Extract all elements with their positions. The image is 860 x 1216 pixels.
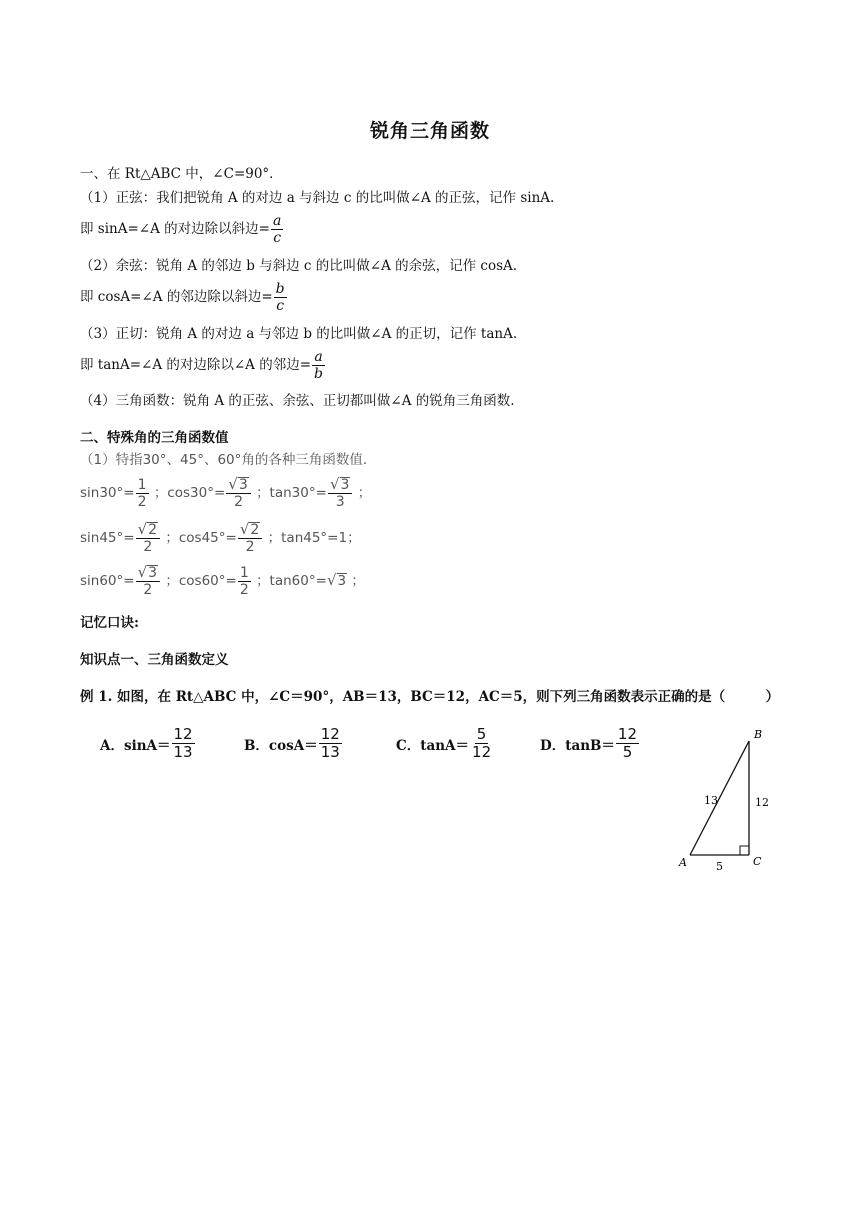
fraction-denominator: 13 [320,743,340,761]
sine-formula-text: 即 sinA=∠A 的对边除以斜边= [80,221,270,237]
page-title: 锐角三角函数 [369,120,490,142]
row-30-degrees [80,476,371,510]
section2-heading: 二、特殊角的三角函数值 [80,430,229,446]
tangent-fraction [312,349,325,382]
radicand: 3 [238,477,248,493]
option-b [244,726,343,761]
option-a [100,726,196,761]
option-d [540,726,640,761]
cos30-label: ；cos30°= [153,485,226,501]
cos45-label: ；cos45°= [165,530,237,546]
trig-function-definition: （4）三角函数：锐角 A 的正弦、余弦、正切都叫做∠A 的锐角三角函数. [80,393,515,409]
row-45-degrees [80,521,361,555]
vertex-c-label: C [753,855,762,868]
tangent-formula-text: 即 tanA=∠A 的对边除以∠A 的邻边= [80,357,312,373]
sqrt-symbol: √ [137,520,148,538]
option-label: B．cosA＝ [244,737,318,754]
row-60-degrees [80,564,365,598]
special-angles-intro: （1）特指30°、45°、60°角的各种三角函数值． [80,452,377,468]
mnemonic-heading: 记忆口诀: [80,615,139,631]
fraction-denominator: 2 [137,493,147,510]
tan30-label: ；tan30°= [256,485,327,501]
sin30-label: sin30°= [80,485,135,501]
fraction-denominator: 2 [239,581,249,598]
fraction-denominator: 3 [335,494,345,510]
option-label: C．tanA＝ [396,737,470,754]
fraction-numerator: a [272,213,282,229]
fraction-denominator: c [276,298,285,314]
radicand: 3 [340,477,350,493]
radicand: 3 [337,573,347,589]
fraction-denominator: 2 [143,582,153,598]
fraction-denominator: 5 [622,743,633,761]
knowledge-point-heading: 知识点一、三角函数定义 [80,652,229,668]
fraction-denominator: b [314,366,324,382]
triangle-figure [670,724,780,874]
fraction-denominator: 13 [173,743,193,761]
tangent-definition: （3）正切：锐角 A 的对边 a 与邻边 b 的比叫做∠A 的正切，记作 tanA. [80,326,518,342]
fraction-numerator: 1 [137,476,147,493]
cosine-formula-text: 即 cosA=∠A 的邻边除以斜边= [80,289,273,305]
section1-heading: 一、在 Rt△ABC 中，∠C=90°． [80,166,283,182]
fraction-denominator: 12 [472,743,492,761]
sine-definition: （1）正弦：我们把锐角 A 的对边 a 与斜边 c 的比叫做∠A 的正弦，记作 sinA. [80,190,555,206]
fraction-numerator: b [275,281,285,297]
side-ab-label: 13 [704,794,718,807]
fraction-numerator: 12 [320,725,340,743]
fraction-numerator: a [314,349,323,365]
sin45-label: sin45°= [80,530,135,546]
vertex-a-label: A [679,856,687,869]
sine-formula [80,213,284,246]
sine-fraction [271,213,283,246]
option-label: A．sinA＝ [100,737,171,754]
fraction-numerator: 12 [617,725,638,743]
tan60-label: ；tan60°= [256,573,327,589]
cosine-definition: （2）余弦：锐角 A 的邻边 b 与斜边 c 的比叫做∠A 的余弦，记作 cosA. [80,258,518,274]
option-c [396,726,494,761]
radicand: 3 [148,565,158,581]
option-label: D．tanB＝ [540,737,615,754]
row-end: ； [357,485,372,501]
side-bc-label: 12 [755,796,769,809]
sqrt-symbol: √ [326,571,337,589]
fraction-numerator: 5 [476,725,487,743]
side-ab [690,741,749,855]
cos60-label: ；cos60°= [165,573,237,589]
fraction-numerator: 12 [173,725,193,743]
cosine-formula [80,281,288,314]
fraction-denominator: 2 [245,539,255,555]
cosine-fraction [274,281,287,314]
sqrt-symbol: √ [137,563,148,581]
sqrt-symbol: √ [329,475,340,493]
fraction-numerator: 1 [239,564,249,581]
side-ac-label: 5 [716,860,723,873]
example-question: 例 1. 如图，在 Rt△ABC 中，∠C＝90°，AB＝13，BC＝12，AC＝5，则下列三角函数表示正确的是（ ） [80,689,780,705]
tan45-text: ；tan45°=1； [267,530,361,546]
fraction-denominator: c [273,230,282,246]
row-end: ； [351,573,365,589]
sqrt-symbol: √ [228,475,238,493]
fraction-denominator: 2 [143,539,153,555]
vertex-b-label: B [754,728,763,741]
radicand: 2 [250,522,260,538]
tangent-formula [80,349,326,382]
radicand: 2 [148,522,158,538]
right-angle-mark [740,846,749,855]
fraction-denominator: 2 [234,494,243,510]
sqrt-symbol: √ [239,520,250,538]
sin60-label: sin60°= [80,573,135,589]
